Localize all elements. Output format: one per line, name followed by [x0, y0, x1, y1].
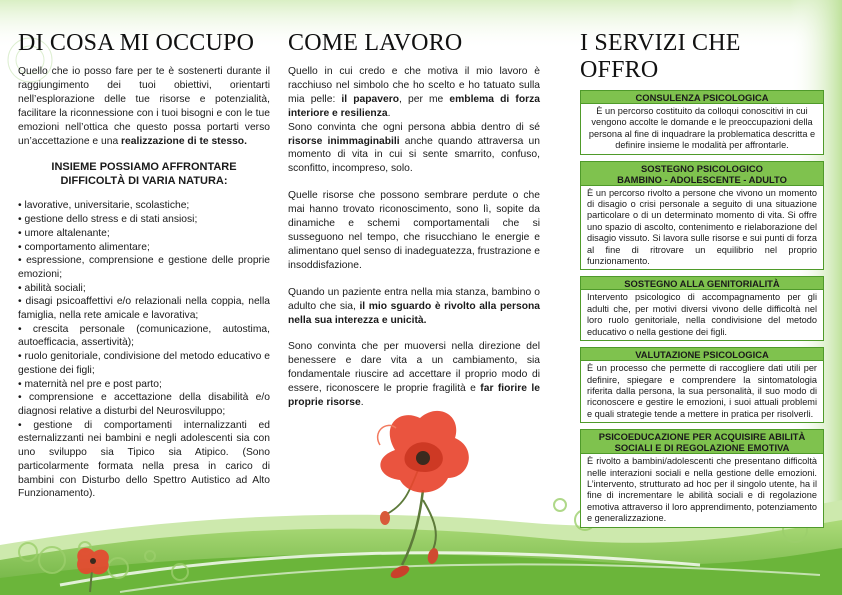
- service-title-line: SOCIALI E DI REGOLAZIONE EMOTIVA: [614, 442, 790, 454]
- list-item: • gestione dello stress e di stati ansiosi;: [18, 214, 198, 226]
- heading-di-cosa-mi-occupo: DI COSA MI OCCUPO: [18, 30, 255, 56]
- list-item: • lavorative, universitarie, scolastiche;: [18, 200, 190, 212]
- list-item: • espressione, comprensione e gestione delle proprie emozioni;: [18, 255, 270, 280]
- service-description: È un processo che permette di raccogliere dati utili per definire, spiegare e comprendere la sintomatologia riferita dalla persona, la sua personalità, il suo modo di riconoscere e gestire le emozioni, i suoi attuali problemi e quali strategie tende a mettere in pratica per risolverli.: [580, 361, 824, 423]
- service-genitorialita: [580, 276, 824, 341]
- bold-text: far fiorire le proprie risorse: [288, 383, 540, 409]
- list-item: • disagi psicoaffettivi e/o relazionali nella coppia, nella famiglia, nella rete amicale e lavorativa;: [18, 296, 270, 322]
- bold-text: il mio sguardo è rivolto alla persona nella sua interezza e unicità.: [288, 300, 541, 326]
- service-sostegno: [580, 161, 824, 271]
- service-psicoeducazione: [580, 429, 824, 527]
- text: .: [387, 107, 391, 119]
- bold-text: risorse inimmaginabili: [288, 135, 400, 147]
- service-description: È un percorso rivolto a persone che vivono un momento di disagio o crisi personale a seguito di una situazione particolare o di un determinato momento di vita. Si offre uno spazio di ascolto, contenimento e rielaborazione del disagio vissuto. Si lavora sulle risorse e sui punti di forza al fine di ritrovare un equilibrio nel proprio funzionamento.: [580, 186, 824, 271]
- paragraph-lost-resources: Quelle risorse che possono sembrare perdute o che mai hanno trovato riconoscimento, sono lì, sopite da dinamiche e schemi comportamentali che si susseguono nel tempo, che risucchiano le energie e alimentano quel senso di inadeguatezza, frustrazione e insoddisfazione.: [288, 190, 540, 271]
- list-item: • umore altalenante;: [18, 227, 110, 239]
- column-how-i-work: [288, 30, 540, 410]
- list-item: • abilità sociali;: [18, 282, 86, 294]
- paragraph-resources: [288, 121, 540, 177]
- service-description: È rivolto a bambini/adolescenti che presentano difficoltà nelle interazioni sociali e nella gestione delle emozioni. L’intervento, strutturato ad hoc per il singolo utente, ha il fine di incrementare le abilità sociali e di regolazione emotiva attraverso il loro apprendimento, potenziamento e generalizzazione.: [580, 454, 824, 527]
- bold-text: il papavero: [341, 93, 400, 105]
- paragraph-change: [288, 340, 540, 410]
- difficulties-subheading: INSIEME POSSIAMO AFFRONTARE DIFFICOLTÀ DI VARIA NATURA:: [51, 161, 237, 187]
- service-title-line: SOSTEGNO PSICOLOGICO: [641, 162, 763, 174]
- text: anche quando attraversa un momento di vita in cui si sente smarrito, confuso, sconfitto, incompreso, solo.: [288, 135, 540, 175]
- service-valutazione: [580, 347, 824, 423]
- list-item: • ruolo genitoriale, condivisione del metodo educativo e gestione dei figli;: [18, 351, 270, 376]
- intro-bold: realizzazione di te stesso.: [121, 135, 247, 147]
- service-title: [580, 161, 824, 186]
- column-what-i-do: [18, 30, 270, 501]
- text: .: [360, 397, 364, 409]
- service-title: VALUTAZIONE PSICOLOGICA: [580, 347, 824, 361]
- text: Quando un paziente entra nella mia stanza, bambino o adulto che sia,: [288, 286, 540, 312]
- list-item: • comportamento alimentare;: [18, 241, 150, 253]
- service-consulenza: [580, 90, 824, 155]
- heading-come-lavoro: COME LAVORO: [288, 30, 463, 56]
- text: , per me: [399, 93, 450, 105]
- list-item: • maternità nel pre e post parto;: [18, 378, 162, 390]
- text: Sono convinta che per muoversi nella direzione del benessere e dare vita a un cambiamento, sia fondamentale riuscire ad accettare il proprio modo di essere, riconoscere le proprie fragilità e: [288, 341, 540, 395]
- service-description: È un percorso costituito da colloqui conoscitivi in cui vengono accolte le domande e le preoccupazioni della persona al fine di inquadrare la problematica descritta e definire insieme le modalità per affrontarle.: [580, 104, 824, 155]
- bold-text: emblema di forza interiore e resilienza: [288, 93, 540, 119]
- difficulties-list: [18, 199, 270, 500]
- service-title: [580, 429, 824, 454]
- service-title-line: PSICOEDUCAZIONE PER ACQUISIRE ABILITÀ: [598, 431, 806, 443]
- column-services: [580, 30, 824, 534]
- service-description: Intervento psicologico di accompagnamento per gli adulti che, per motivi diversi vivono delle difficoltà nel loro ruolo genitoriale, nella condivisione del metodo educativo o nella gestione dei figli.: [580, 290, 824, 341]
- text: Sono convinta che ogni persona abbia dentro di sé: [288, 121, 540, 133]
- intro-text: Quello che io posso fare per te è sostenerti durante il raggiungimento dei tuoi obiettivi, orientarti nell’esplorazione delle tue risorse e potenzialità, facilitare la riconnessione con i tuoi bisogni e con le tue emozioni nell’ottica che questo possa portarti verso un’accettazione e una: [18, 66, 270, 147]
- heading-i-servizi-che-offro: I SERVIZI CHE OFFRO: [580, 30, 741, 83]
- service-title: CONSULENZA PSICOLOGICA: [580, 90, 824, 104]
- list-item: • comprensione e accettazione della disabilità e/o diagnosi relative a disturbi del Neurosviluppo;: [18, 392, 270, 417]
- text: Quello in cui credo e che motiva il mio lavoro è racchiuso nel simbolo che ho scelto e ho tatuato sulla mia pelle:: [288, 66, 540, 105]
- paragraph-poppy: [288, 65, 540, 121]
- service-title: SOSTEGNO ALLA GENITORIALITÀ: [580, 276, 824, 290]
- paragraph-patient: [288, 286, 540, 328]
- service-title-line: BAMBINO - ADOLESCENTE - ADULTO: [617, 173, 787, 185]
- intro-paragraph: [18, 65, 270, 148]
- list-item: • gestione di comportamenti internalizzanti ed esternalizzanti nei bambini e negli adolescenti sia con uno sviluppo sia Tipico sia Atipico. (Sono particolarmente formata nella presa in carico di bambini con Disturbo dello Spettro Autistico ad Alto Funzionamento).: [18, 419, 270, 500]
- list-item: • crescita personale (comunicazione, autostima, autoefficacia, assertività);: [18, 323, 270, 349]
